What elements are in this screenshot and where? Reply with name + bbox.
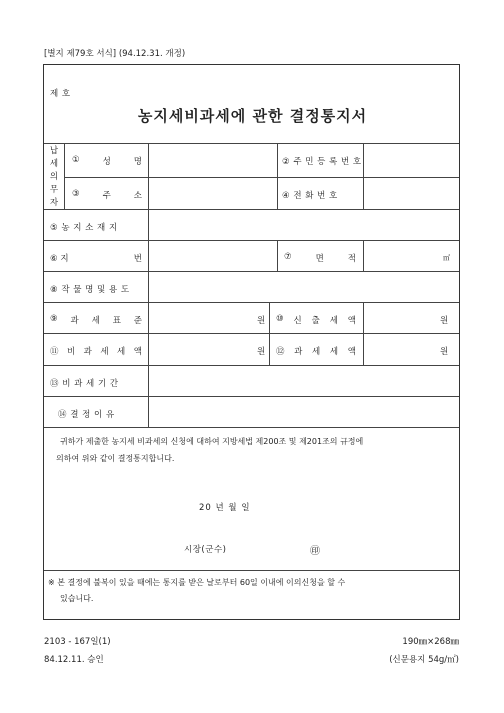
- nontax-period-label: ⑬ 비 과 세 기 간: [50, 379, 119, 389]
- footer-approval: 84.12.11. 승인: [44, 655, 104, 665]
- date-line: 20 년 월 일: [199, 503, 251, 513]
- land-location-label: ⑤ 농 지 소 재 지: [50, 223, 118, 233]
- footnote: ※ 본 결정에 불복이 있을 때에는 통지를 받은 날로부터 60일 이내에 이의신청을 할 수 있습니다.: [48, 578, 346, 603]
- taxpayer-label: 납 세 의 무 자: [49, 146, 59, 208]
- crop-usage-label: ⑧ 작 물 명 및 용 도: [50, 285, 130, 295]
- lot-number-label: ⑥ 지 번: [50, 254, 142, 264]
- footer-size: 190㎜×268㎜: [402, 637, 459, 647]
- resident-number-label: ② 주 민 등 록 번 호: [282, 157, 362, 167]
- page-title: 농지세비과세에 관한 결정통지서: [137, 107, 368, 125]
- footer-code: 2103 - 167일(1): [44, 637, 111, 647]
- declared-tax-unit: 원: [440, 316, 449, 326]
- notice-paragraph: 귀하가 제출한 농지세 비과세의 신청에 대하여 지방세법 제200조 및 제201조의 규정에 의하여 위와 같이 결정통지합니다.: [56, 437, 364, 463]
- decision-reason-label: ⑭ 결 정 이 유: [58, 410, 115, 420]
- phone-label: ④ 전 화 번 호: [282, 191, 338, 201]
- tax-amount-unit: 원: [440, 347, 449, 357]
- tax-base-label: ⑨ 과 세 표 준: [50, 314, 142, 326]
- signer-label: 시장(군수): [184, 545, 227, 555]
- name-label: ① 성 명: [72, 155, 142, 167]
- area-label: ⑦ 면 적: [284, 252, 356, 264]
- seal-mark: ㊞: [310, 546, 321, 557]
- decision-notice-form: [43, 64, 460, 620]
- form-number: [별지 제79호 서식] (94.12.31. 개정): [44, 49, 186, 59]
- footer-paper: (신문용지 54g/㎡): [389, 655, 459, 665]
- tax-amount-label: ⑫ 과 세 세 액: [276, 347, 356, 357]
- declared-tax-label: ⑩ 신 출 세 액: [276, 314, 356, 326]
- tax-base-unit: 원: [257, 316, 266, 326]
- nontax-amount-label: ⑪ 비 과 세 세 액: [50, 347, 142, 357]
- address-label: ③ 주 소: [72, 189, 142, 201]
- document-number-label: 제 호: [50, 89, 71, 99]
- nontax-amount-unit: 원: [257, 347, 266, 357]
- area-unit: ㎡: [443, 254, 451, 262]
